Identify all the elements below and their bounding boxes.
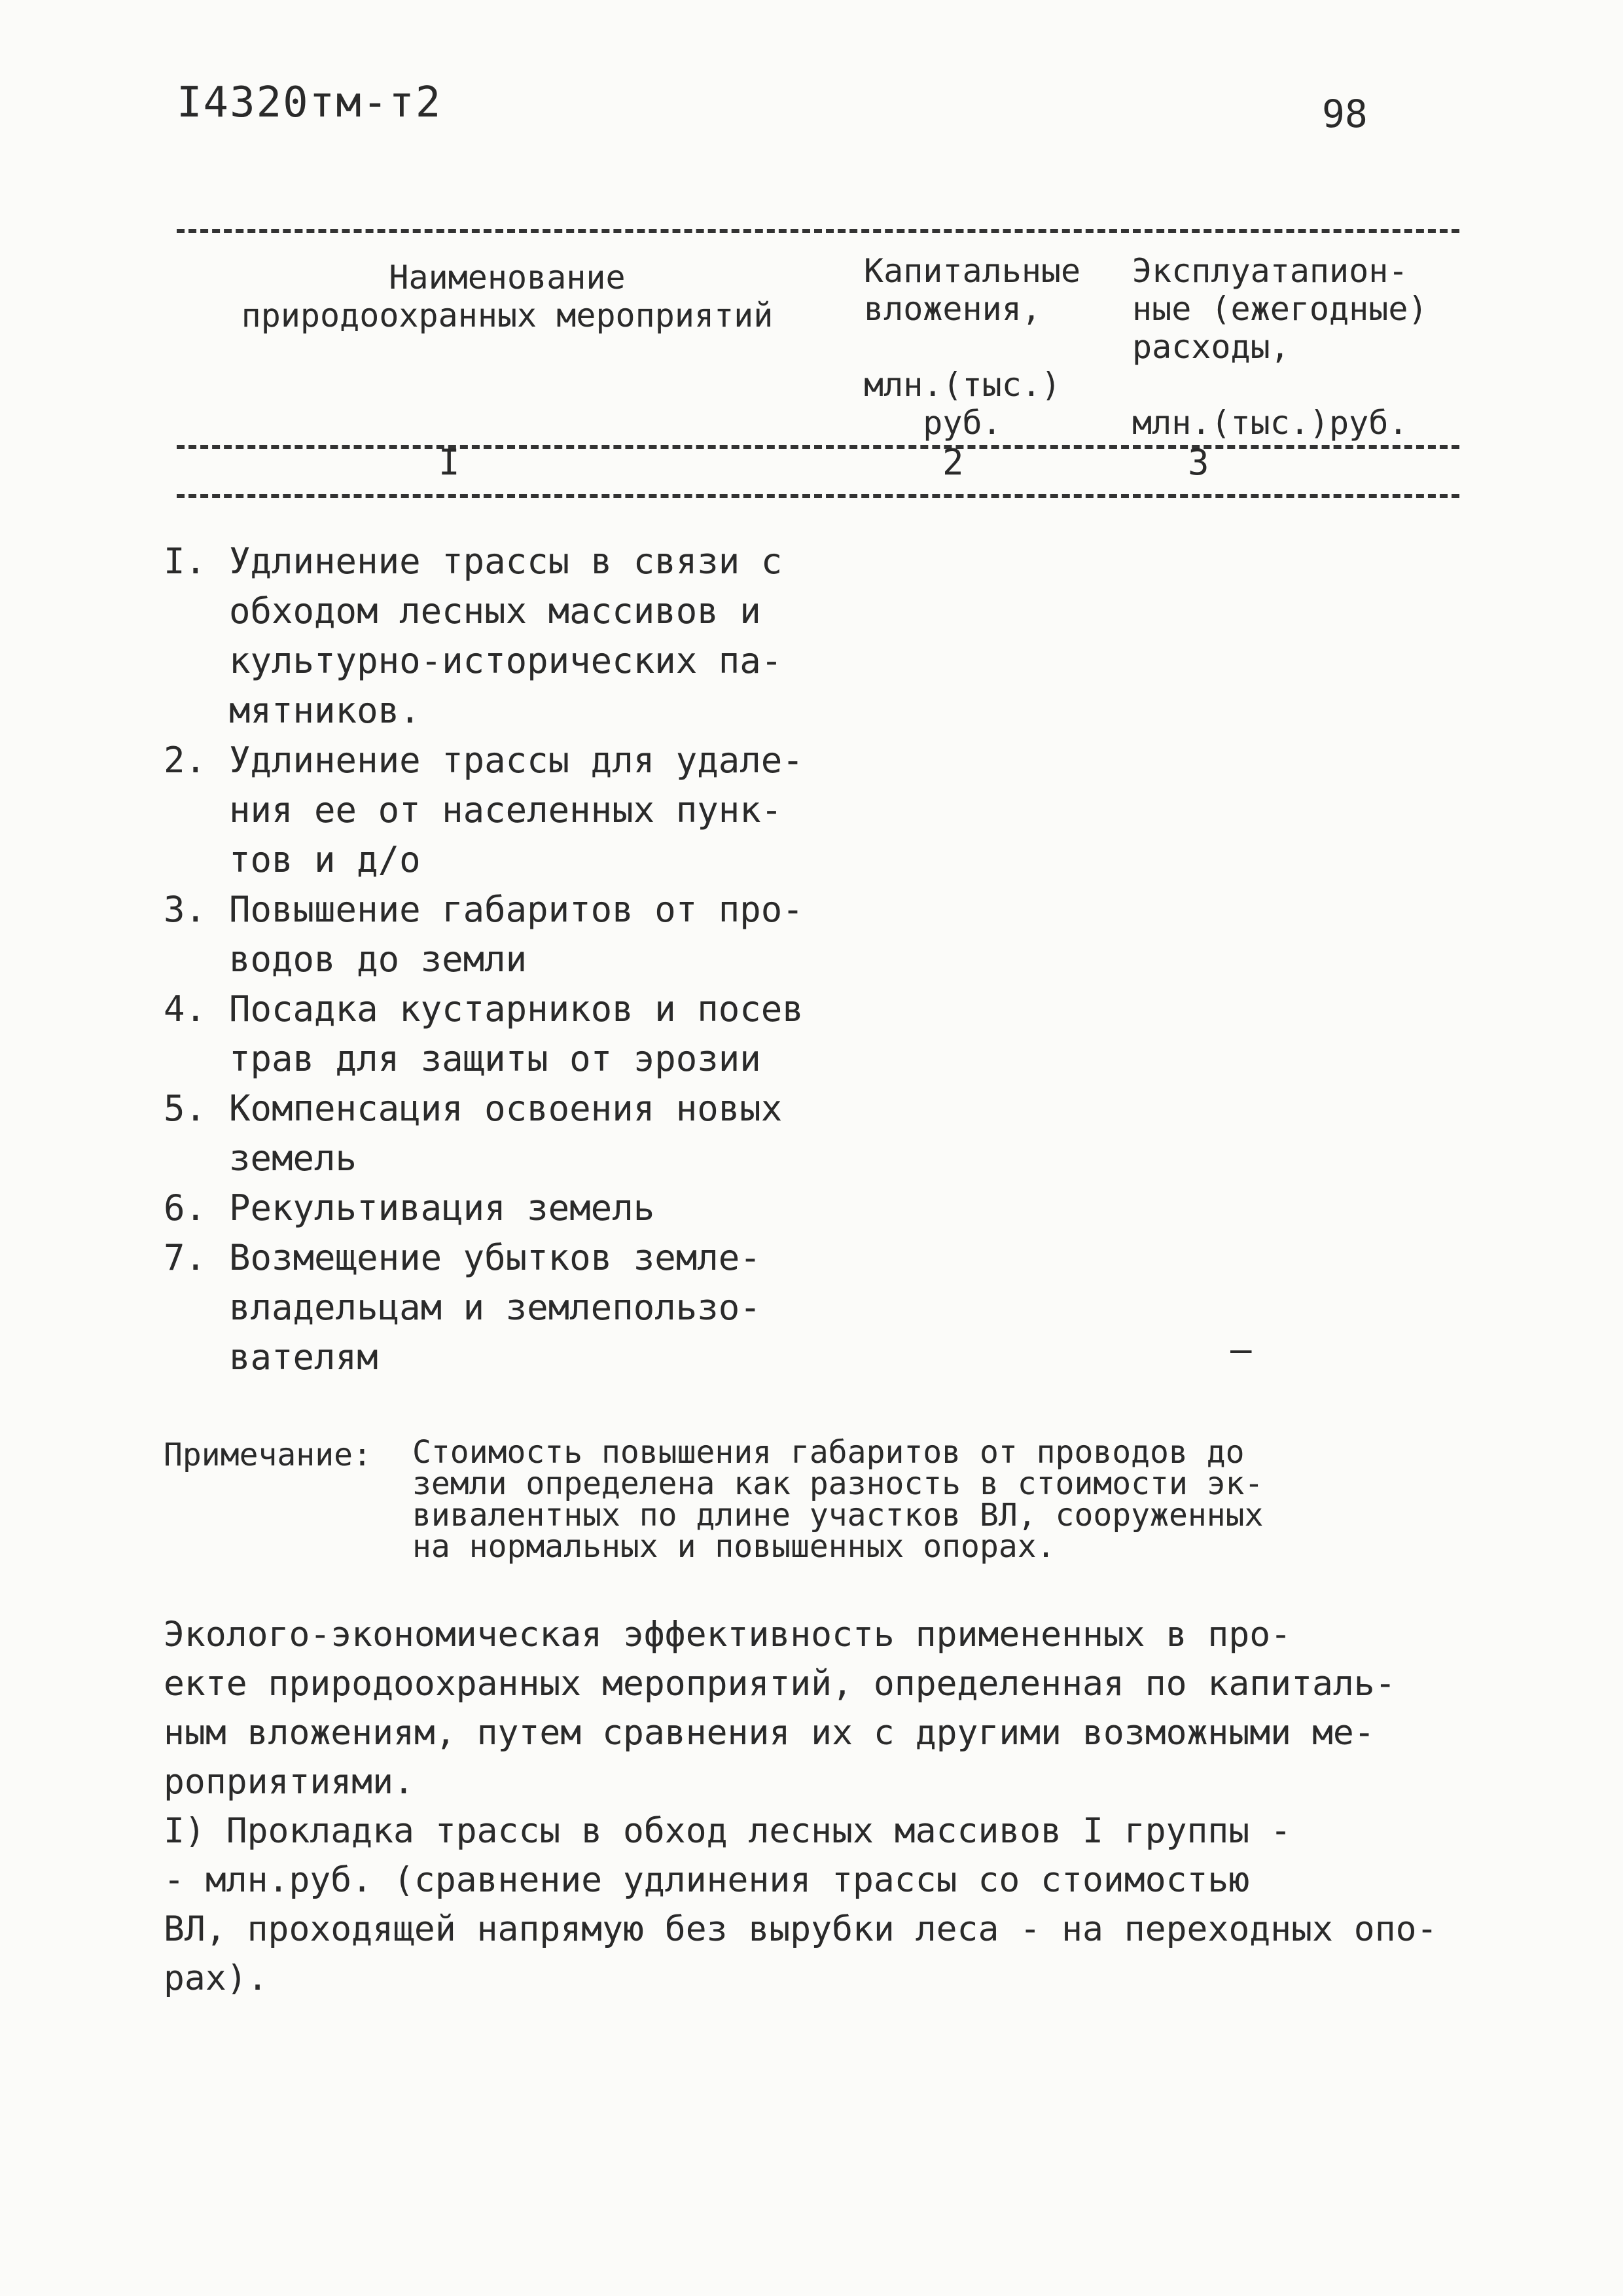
page-number: 98: [1322, 92, 1368, 136]
item-number: 5.: [164, 1088, 207, 1129]
item-text: Возмещение убытков земле- владельцам и землепользо- вателям: [229, 1237, 761, 1378]
item-number: 4.: [164, 988, 207, 1030]
item-number: 7.: [164, 1237, 207, 1278]
list-item: [164, 885, 818, 984]
list-item: [164, 1233, 818, 1382]
item-text: Повышение габаритов от про- водов до земли: [229, 889, 804, 980]
item-text: Удлинение трассы в связи с обходом лесных массивов и культурно-исторических па- мятников.: [229, 541, 783, 731]
list-item: [164, 537, 818, 736]
item-text: Посадка кустарников и посев трав для защиты от эрозии: [229, 988, 804, 1079]
table-header-rule: [177, 445, 1459, 449]
item-number: 6.: [164, 1187, 207, 1229]
item-number: I.: [164, 541, 207, 582]
list-item: [164, 1084, 818, 1183]
item-number: 2.: [164, 740, 207, 781]
item-text: Рекультивация земель: [229, 1187, 655, 1229]
item-number: 3.: [164, 889, 207, 930]
column-3-header: Эксплуатапион- ные (ежегодные) расходы, млн.(тыс.)руб.: [1132, 252, 1428, 442]
column-1-number: I: [438, 442, 460, 483]
note-text: Стоимость повышения габаритов от проводов до земли определена как разность в стоимости эк- вивалентных по длине участков ВЛ, сооруженных на нормальных и повышенных опорах.: [412, 1434, 1264, 1565]
item-7-value: –: [1230, 1329, 1252, 1370]
paragraph-item-1: I) Прокладка трассы в обход лесных массивов I группы - - млн.руб. (сравнение удлинения трассы со стоимостью ВЛ, проходящей напрямую без вырубки леса - на переходных опо- рах).: [164, 1811, 1438, 1998]
table-numbers-rule: [177, 494, 1459, 498]
document-code: I4320тм-т2: [177, 79, 442, 127]
table-top-rule: [177, 229, 1459, 233]
list-item: [164, 984, 818, 1084]
column-2-number: 2: [942, 442, 964, 483]
list-item: [164, 736, 818, 885]
column-3-number: 3: [1188, 442, 1209, 483]
note-label: Примечание:: [164, 1437, 372, 1473]
column-2-header: Капитальные вложения, млн.(тыс.) руб.: [864, 252, 1081, 442]
measures-list: [164, 537, 818, 1382]
list-item: [164, 1183, 818, 1233]
item-text: Удлинение трассы для удале- ния ее от населенных пунк- тов и д/о: [229, 740, 804, 880]
column-1-header: Наименование природоохранных мероприятий: [241, 259, 774, 334]
paragraph-efficiency: Эколого-экономическая эффективность примененных в про- екте природоохранных мероприятий, определенная по капиталь- ным вложениям, путем сравнения их с другими возможными ме- роприятиями.: [164, 1615, 1396, 1802]
item-text: Компенсация освоения новых земель: [229, 1088, 783, 1179]
